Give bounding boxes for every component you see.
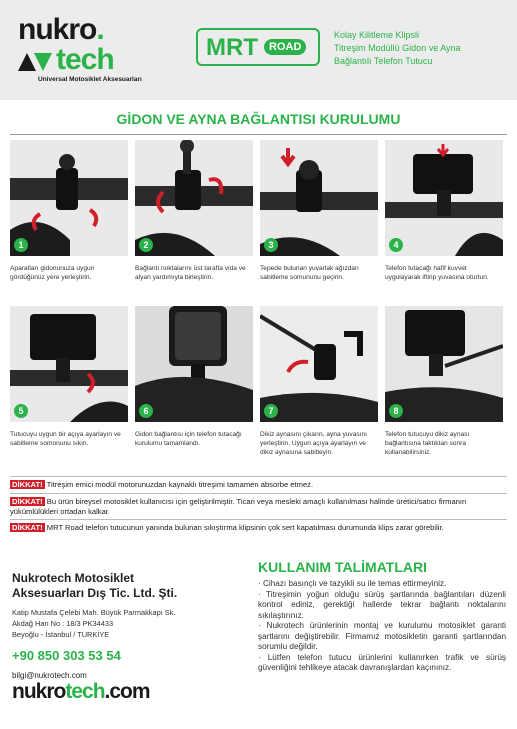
- section-title: GİDON VE AYNA BAĞLANTISI KURULUMU: [116, 111, 401, 127]
- product-badge: ROAD: [264, 39, 306, 55]
- warning-text: Titreşim emici modül motorunuzdan kaynaklı titreşimi tamamen absorbe etmez.: [44, 480, 314, 489]
- step-1-photo: [10, 140, 128, 256]
- step-number-badge: 2: [139, 238, 153, 252]
- usage-title: KULLANIM TALİMATLARI: [258, 559, 427, 575]
- step-4-photo: [385, 140, 503, 256]
- warning-tag: DİKKAT!: [12, 480, 43, 489]
- usage-instructions: [258, 559, 506, 674]
- website-link[interactable]: [12, 680, 242, 704]
- address-line: Katip Mustafa Çelebi Mah. Büyük Parmakkapı Sk.: [12, 608, 176, 617]
- nukrotech-logo: [18, 14, 168, 84]
- step-number-badge: 7: [264, 404, 278, 418]
- divider: [10, 519, 507, 520]
- step-number-badge: 6: [139, 404, 153, 418]
- step-caption: Gidon bağlantısı için telefon tutacağı kurulumu tamamlandı.: [135, 431, 242, 447]
- warning-tag: DİKKAT!: [12, 523, 43, 532]
- step-caption: Telefon tutacağı hafif kuvvet uygulayarak iftirip yuvasına oturtun.: [385, 265, 489, 281]
- web-text-tech: tech: [65, 680, 105, 703]
- step-7-photo: [260, 306, 378, 422]
- product-description: [334, 29, 514, 68]
- step-8-photo: [385, 306, 503, 422]
- usage-item: · Cihazı basınçlı ve tazyikli su ile temas ettirmeyiniz.: [258, 579, 447, 588]
- step-5-photo: [10, 306, 128, 422]
- usage-item: · Nukrotech ürünlerinin montaj ve kurulumu motosiklet garanti şartlarını değiştirebilir. Firmamız motosikletin garanti şartlarından sorumlu değildir.: [258, 621, 506, 651]
- web-text-tld: .com: [104, 680, 150, 703]
- step-caption: Aparatları gidonunuza uygun gördüğünüz yere yerleştirin.: [10, 265, 95, 281]
- logo-subtitle: Universal Motosiklet Aksesuarları: [38, 76, 142, 83]
- product-name: MRT: [206, 34, 258, 61]
- step-6-photo: [135, 306, 253, 422]
- step-number-badge: 8: [389, 404, 403, 418]
- logo-dot: .: [96, 13, 104, 46]
- step-caption: Dikiz aynasını çıkarın, ayna yuvasını yerleştirin. Uygun açıya ayarlayın ve dikiz aynasına sabitleyin.: [260, 431, 368, 456]
- divider: [10, 134, 507, 135]
- step-caption: Bağlantı noktalarını üst tarafta vida ve alyan yardımıyla birleştirin.: [135, 265, 246, 281]
- step-caption: Tepede bulunan yuvarlak ağızdan sabitleme somununu geçirin.: [260, 265, 359, 281]
- warning-tag: DİKKAT!: [12, 497, 43, 506]
- address-line: Beyoğlu - İstanbul / TURKİYE: [12, 630, 110, 639]
- step-caption: Telefon tutucuyu dikiz aynası bağlantısına taktıktan sonra kullanabilirsiniz.: [385, 431, 470, 456]
- company-name: Nukrotech Motosiklet: [12, 571, 135, 585]
- logo-text-nukro: nukro: [18, 13, 97, 46]
- divider: [10, 493, 507, 494]
- logo-text-tech: tech: [56, 43, 114, 76]
- warning-2: [10, 497, 507, 517]
- warning-1: [10, 480, 507, 490]
- usage-item: · Lütfen telefon tutucu ürünlerini kullanırken trafik ve sürüş güvenliğini tehlikeye atacak davranışlardan kaçınınız.: [258, 652, 506, 672]
- logo-triangle-icon: [18, 49, 56, 73]
- step-caption: Tutucuyu uygun bir açıya ayarlayın ve sabitleme somonunu sıkın.: [10, 431, 121, 447]
- warning-text: MRT Road telefon tutucunun yanında bulunan sıkıştırma klipsinin çok sert kapatılması durumunda klips zarar görebilir.: [44, 523, 444, 532]
- description-line: Bağlantılı Telefon Tutucu: [334, 56, 433, 66]
- step-number-badge: 4: [389, 238, 403, 252]
- step-3-photo: [260, 140, 378, 256]
- company-info: [12, 571, 242, 704]
- step-number-badge: 1: [14, 238, 28, 252]
- phone-number[interactable]: +90 850 303 53 54: [12, 648, 121, 663]
- email-address[interactable]: bilgi@nukrotech.com: [12, 671, 87, 680]
- step-number-badge: 5: [14, 404, 28, 418]
- usage-item: · Titreşimin yoğun olduğu sürüş şartlarında bağlantıları düzenli kontrol ediniz, gerektiği hallerde tekrar bağlantı noktalarını sıkılaştırınız.: [258, 589, 506, 620]
- address-line: Akdağ Han No : 18/3 PK34433: [12, 619, 114, 628]
- header-band: [0, 0, 517, 100]
- description-line: Titreşim Modüllü Gidon ve Ayna: [334, 43, 461, 53]
- description-line: Kolay Kilitleme Klipsli: [334, 30, 420, 40]
- company-address: [12, 607, 242, 640]
- mrt-road-badge: [196, 28, 320, 66]
- company-name: Aksesuarları Dış Tic. Ltd. Şti.: [12, 586, 178, 600]
- warning-text: Bu ürün bireysel motosiklet kullanıcısı için geliştirilmiştir. Ticari veya mesleki amaçlı kullanılması halinde üretici/satıcı firmanın yükümlülükleri ortadan kalkar.: [10, 497, 467, 516]
- step-2-photo: [135, 140, 253, 256]
- web-text-nukro: nukro: [12, 680, 66, 703]
- warning-3: [10, 523, 507, 533]
- divider: [10, 476, 507, 477]
- step-number-badge: 3: [264, 238, 278, 252]
